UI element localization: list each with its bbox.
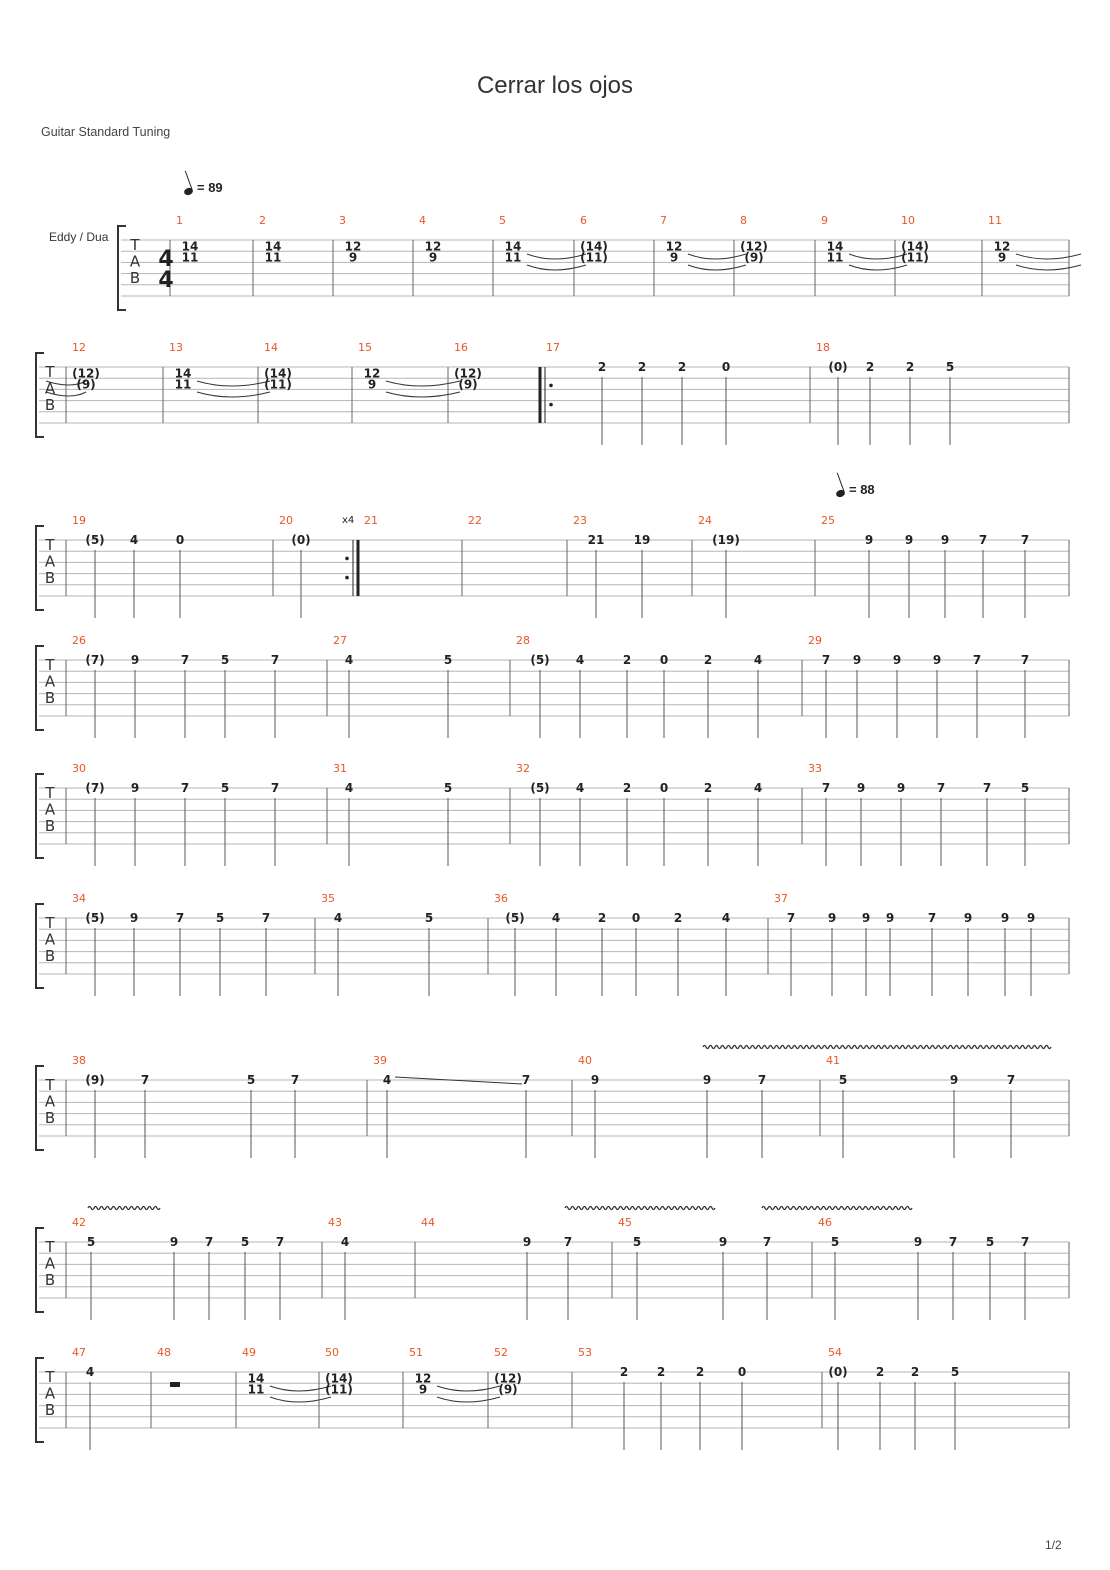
fret-number: 7 xyxy=(140,1073,150,1087)
fret-number: 5 xyxy=(1020,781,1030,795)
fret-number: 0 xyxy=(721,360,731,374)
fret-number: 2 xyxy=(703,653,713,667)
measure-number: 7 xyxy=(660,214,667,227)
fret-number: (14) xyxy=(580,239,608,254)
fret-number: 9 xyxy=(130,781,140,795)
fret-number: 19 xyxy=(633,533,651,547)
fret-number: 11 xyxy=(181,250,199,265)
fret-number: 14 xyxy=(247,1371,265,1386)
measure-number: 53 xyxy=(578,1346,592,1359)
measure-number: 35 xyxy=(321,892,335,905)
fret-number: 7 xyxy=(1020,653,1030,667)
fret-number: 9 xyxy=(428,250,438,265)
measure-number: 52 xyxy=(494,1346,508,1359)
measure-number: 36 xyxy=(494,892,508,905)
fret-number: 7 xyxy=(948,1235,958,1249)
measure-number: 18 xyxy=(816,341,830,354)
measure-number: 47 xyxy=(72,1346,86,1359)
fret-number: (14) xyxy=(325,1371,353,1386)
fret-number: 5 xyxy=(838,1073,848,1087)
system-bracket xyxy=(36,1228,44,1312)
fret-number: 9 xyxy=(885,911,895,925)
fret-number: 4 xyxy=(340,1235,350,1249)
fret-number: 2 xyxy=(695,1365,705,1379)
fret-number: 4 xyxy=(575,653,585,667)
fret-number: 11 xyxy=(826,250,844,265)
vibrato-line xyxy=(88,1207,160,1210)
fret-number: 7 xyxy=(204,1235,214,1249)
tab-letter: T xyxy=(130,236,140,254)
fret-number: 4 xyxy=(333,911,343,925)
tie-arc xyxy=(386,381,460,386)
measure-number: 10 xyxy=(901,214,915,227)
tab-letter: B xyxy=(129,269,141,287)
fret-number: 7 xyxy=(261,911,271,925)
fret-number: 0 xyxy=(659,653,669,667)
fret-number: 4 xyxy=(382,1073,392,1087)
fret-number: 0 xyxy=(175,533,185,547)
fret-number: 5 xyxy=(215,911,225,925)
system-bracket xyxy=(36,904,44,988)
fret-number: 5 xyxy=(240,1235,250,1249)
measure-number: 4 xyxy=(419,214,426,227)
fret-number: 9 xyxy=(522,1235,532,1249)
fret-number: 4 xyxy=(344,653,354,667)
fret-number: 12 xyxy=(344,239,362,254)
tab-letter: T xyxy=(45,914,55,932)
fret-number: 7 xyxy=(982,781,992,795)
repeat-dot xyxy=(549,384,553,388)
fret-number: 9 xyxy=(856,781,866,795)
tab-letter: A xyxy=(129,252,141,271)
measure-number: 34 xyxy=(72,892,86,905)
fret-number: 5 xyxy=(220,653,230,667)
track-label: Eddy / Dua xyxy=(49,230,109,244)
fret-number: 7 xyxy=(978,533,988,547)
repeat-dot xyxy=(549,403,553,407)
fret-number: (0) xyxy=(828,1365,848,1379)
tie-arc xyxy=(270,1386,331,1391)
tie-arc xyxy=(688,254,746,259)
tie-arc xyxy=(849,265,907,270)
fret-number: 5 xyxy=(424,911,434,925)
fret-number: 9 xyxy=(940,533,950,547)
fret-number: 9 xyxy=(367,377,377,392)
measure-number: 33 xyxy=(808,762,822,775)
system-bracket xyxy=(36,1066,44,1150)
tie-arc xyxy=(197,381,270,386)
fret-number: 7 xyxy=(270,781,280,795)
tie-arc xyxy=(437,1386,500,1391)
fret-number: 9 xyxy=(702,1073,712,1087)
fret-number: 5 xyxy=(220,781,230,795)
system-bracket xyxy=(36,526,44,610)
tab-letter: B xyxy=(44,1271,56,1289)
fret-number: 7 xyxy=(927,911,937,925)
repeat-dot xyxy=(345,576,349,580)
tab-letter: B xyxy=(44,396,56,414)
measure-number: 3 xyxy=(339,214,346,227)
fret-number: 2 xyxy=(865,360,875,374)
vibrato-line xyxy=(762,1207,912,1210)
measure-number: 42 xyxy=(72,1216,86,1229)
fret-number: 7 xyxy=(1006,1073,1016,1087)
measure-number: 8 xyxy=(740,214,747,227)
tempo-value: = 89 xyxy=(197,180,223,195)
fret-number: 7 xyxy=(563,1235,573,1249)
fret-number: 14 xyxy=(264,239,282,254)
fret-number: (11) xyxy=(901,250,929,265)
measure-number: 22 xyxy=(468,514,482,527)
fret-number: 9 xyxy=(864,533,874,547)
fret-number: 2 xyxy=(677,360,687,374)
fret-number: 9 xyxy=(949,1073,959,1087)
fret-number: 9 xyxy=(963,911,973,925)
fret-number: (19) xyxy=(712,533,740,547)
fret-number: 11 xyxy=(264,250,282,265)
measure-number: 48 xyxy=(157,1346,171,1359)
fret-number: 9 xyxy=(348,250,358,265)
time-signature-bottom: 4 xyxy=(158,268,174,293)
fret-number: 9 xyxy=(913,1235,923,1249)
fret-number: (5) xyxy=(530,781,550,795)
tab-letter: A xyxy=(44,379,56,398)
fret-number: 4 xyxy=(575,781,585,795)
fret-number: 0 xyxy=(659,781,669,795)
measure-number: 40 xyxy=(578,1054,592,1067)
measure-number: 6 xyxy=(580,214,587,227)
fret-number: (14) xyxy=(901,239,929,254)
fret-number: 4 xyxy=(85,1365,95,1379)
fret-number: 9 xyxy=(590,1073,600,1087)
measure-number: 27 xyxy=(333,634,347,647)
fret-number: 7 xyxy=(972,653,982,667)
fret-number: 7 xyxy=(1020,533,1030,547)
tab-letter: B xyxy=(44,569,56,587)
fret-number: 7 xyxy=(180,653,190,667)
tab-letter: A xyxy=(44,552,56,571)
measure-number: 44 xyxy=(421,1216,435,1229)
staff-system xyxy=(36,526,1069,618)
measure-number: 46 xyxy=(818,1216,832,1229)
repeat-count: x4 xyxy=(342,515,355,526)
fret-number: 7 xyxy=(936,781,946,795)
tab-letter: T xyxy=(45,784,55,802)
tab-letter: T xyxy=(45,1076,55,1094)
fret-number: (12) xyxy=(72,366,100,381)
fret-number: 2 xyxy=(910,1365,920,1379)
fret-number: 5 xyxy=(950,1365,960,1379)
fret-number: 2 xyxy=(637,360,647,374)
system-bracket xyxy=(36,1358,44,1442)
fret-number: 14 xyxy=(174,366,192,381)
fret-number: 9 xyxy=(904,533,914,547)
fret-number: 11 xyxy=(247,1382,265,1397)
tempo-value: = 88 xyxy=(849,482,875,497)
fret-number: 2 xyxy=(619,1365,629,1379)
fret-number: 14 xyxy=(504,239,522,254)
fret-number: 9 xyxy=(896,781,906,795)
measure-number: 25 xyxy=(821,514,835,527)
fret-number: 7 xyxy=(821,781,831,795)
fret-number: 5 xyxy=(632,1235,642,1249)
tab-letter: A xyxy=(44,930,56,949)
fret-number: (5) xyxy=(85,911,105,925)
fret-number: 5 xyxy=(86,1235,96,1249)
fret-number: (0) xyxy=(291,533,311,547)
measure-number: 41 xyxy=(826,1054,840,1067)
vibrato-line xyxy=(565,1207,715,1210)
tab-letter: T xyxy=(45,536,55,554)
measure-number: 38 xyxy=(72,1054,86,1067)
measure-number: 2 xyxy=(259,214,266,227)
fret-number: (11) xyxy=(325,1382,353,1397)
fret-number: 14 xyxy=(181,239,199,254)
measure-number: 11 xyxy=(988,214,1002,227)
fret-number: (9) xyxy=(76,377,96,392)
fret-number: 9 xyxy=(130,653,140,667)
fret-number: 12 xyxy=(414,1371,432,1386)
tab-letter: T xyxy=(45,656,55,674)
fret-number: 4 xyxy=(721,911,731,925)
system-bracket xyxy=(118,226,126,310)
measure-number: 49 xyxy=(242,1346,256,1359)
fret-number: 11 xyxy=(174,377,192,392)
fret-number: 7 xyxy=(786,911,796,925)
fret-number: (9) xyxy=(744,250,764,265)
measure-number: 24 xyxy=(698,514,712,527)
measure-number: 12 xyxy=(72,341,86,354)
fret-number: 0 xyxy=(737,1365,747,1379)
fret-number: (5) xyxy=(530,653,550,667)
fret-number: 4 xyxy=(551,911,561,925)
fret-number: 9 xyxy=(892,653,902,667)
measure-number: 30 xyxy=(72,762,86,775)
fret-number: 11 xyxy=(504,250,522,265)
fret-number: (12) xyxy=(454,366,482,381)
tab-letter: T xyxy=(45,363,55,381)
tie-arc xyxy=(386,392,460,397)
fret-number: 12 xyxy=(993,239,1011,254)
measure-number: 1 xyxy=(176,214,183,227)
system-bracket xyxy=(36,774,44,858)
fret-number: (5) xyxy=(85,533,105,547)
tie-arc xyxy=(1016,254,1081,259)
tie-arc xyxy=(1016,265,1081,270)
fret-number: (5) xyxy=(505,911,525,925)
fret-number: 7 xyxy=(180,781,190,795)
fret-number: 9 xyxy=(718,1235,728,1249)
fret-number: 2 xyxy=(622,781,632,795)
tie-arc xyxy=(197,392,270,397)
tab-letter: T xyxy=(45,1368,55,1386)
tab-letter: B xyxy=(44,1109,56,1127)
measure-number: 16 xyxy=(454,341,468,354)
tab-letter: A xyxy=(44,1384,56,1403)
fret-number: 7 xyxy=(762,1235,772,1249)
measure-number: 5 xyxy=(499,214,506,227)
vibrato-line xyxy=(703,1046,1051,1049)
fret-number: 5 xyxy=(945,360,955,374)
fret-number: (12) xyxy=(740,239,768,254)
fret-number: (7) xyxy=(85,653,105,667)
measure-number: 51 xyxy=(409,1346,423,1359)
tab-letter: T xyxy=(45,1238,55,1256)
measure-number: 13 xyxy=(169,341,183,354)
fret-number: (14) xyxy=(264,366,292,381)
fret-number: 21 xyxy=(587,533,605,547)
fret-number: 5 xyxy=(830,1235,840,1249)
fret-number: (0) xyxy=(828,360,848,374)
fret-number: 7 xyxy=(821,653,831,667)
tie-arc xyxy=(688,265,746,270)
fret-number: 7 xyxy=(275,1235,285,1249)
fret-number: 7 xyxy=(757,1073,767,1087)
measure-number: 23 xyxy=(573,514,587,527)
measure-number: 54 xyxy=(828,1346,842,1359)
fret-number: 7 xyxy=(521,1073,531,1087)
tab-letter: B xyxy=(44,947,56,965)
fret-number: (9) xyxy=(458,377,478,392)
tab-letter: B xyxy=(44,817,56,835)
page-number: 1/2 xyxy=(1045,1538,1062,1552)
fret-number: (11) xyxy=(264,377,292,392)
fret-number: 12 xyxy=(665,239,683,254)
measure-number: 37 xyxy=(774,892,788,905)
tie-arc xyxy=(270,1397,331,1402)
fret-number: 4 xyxy=(344,781,354,795)
fret-number: 5 xyxy=(985,1235,995,1249)
measure-number: 14 xyxy=(264,341,278,354)
fret-number: 2 xyxy=(597,360,607,374)
fret-number: (9) xyxy=(498,1382,518,1397)
measure-number: 31 xyxy=(333,762,347,775)
fret-number: 9 xyxy=(418,1382,428,1397)
fret-number: 9 xyxy=(827,911,837,925)
tie-arc xyxy=(849,254,907,259)
system-bracket xyxy=(36,646,44,730)
fret-number: (12) xyxy=(494,1371,522,1386)
fret-number: 7 xyxy=(1020,1235,1030,1249)
tuning-label: Guitar Standard Tuning xyxy=(41,125,171,139)
measure-number: 9 xyxy=(821,214,828,227)
tab-letter: A xyxy=(44,800,56,819)
fret-number: (9) xyxy=(85,1073,105,1087)
fret-number: 9 xyxy=(1000,911,1010,925)
tie-arc xyxy=(527,265,586,270)
measure-number: 17 xyxy=(546,341,560,354)
staff-system xyxy=(36,646,1069,738)
fret-number: 7 xyxy=(270,653,280,667)
system-bracket xyxy=(36,353,44,437)
fret-number: 9 xyxy=(129,911,139,925)
fret-number: 0 xyxy=(631,911,641,925)
measure-number: 28 xyxy=(516,634,530,647)
fret-number: 9 xyxy=(852,653,862,667)
tab-letter: A xyxy=(44,1254,56,1273)
fret-number: 2 xyxy=(622,653,632,667)
tie-arc xyxy=(437,1397,500,1402)
fret-number: 2 xyxy=(656,1365,666,1379)
fret-number: 9 xyxy=(932,653,942,667)
fret-number: 4 xyxy=(753,781,763,795)
measure-number: 32 xyxy=(516,762,530,775)
fret-number: 9 xyxy=(669,250,679,265)
fret-number: 2 xyxy=(703,781,713,795)
tab-letter: A xyxy=(44,1092,56,1111)
fret-number: 9 xyxy=(1026,911,1036,925)
fret-number: 2 xyxy=(905,360,915,374)
measure-number: 29 xyxy=(808,634,822,647)
tab-letter: B xyxy=(44,1401,56,1419)
whole-rest xyxy=(170,1382,180,1387)
staff-system xyxy=(36,1066,1069,1158)
fret-number: 2 xyxy=(597,911,607,925)
fret-number: 9 xyxy=(861,911,871,925)
tab-letter: A xyxy=(44,672,56,691)
measure-number: 21 xyxy=(364,514,378,527)
fret-number: (11) xyxy=(580,250,608,265)
fret-number: 5 xyxy=(443,781,453,795)
measure-number: 43 xyxy=(328,1216,342,1229)
measure-number: 45 xyxy=(618,1216,632,1229)
fret-number: 9 xyxy=(997,250,1007,265)
song-title: Cerrar los ojos xyxy=(476,72,634,99)
fret-number: 9 xyxy=(169,1235,179,1249)
fret-number: 4 xyxy=(129,533,139,547)
fret-number: 4 xyxy=(753,653,763,667)
measure-number: 19 xyxy=(72,514,86,527)
fret-number: 5 xyxy=(443,653,453,667)
measure-number: 39 xyxy=(373,1054,387,1067)
fret-number: 7 xyxy=(175,911,185,925)
fret-number: 12 xyxy=(424,239,442,254)
tab-letter: B xyxy=(44,689,56,707)
measure-number: 50 xyxy=(325,1346,339,1359)
time-signature-top: 4 xyxy=(158,247,174,272)
fret-number: 2 xyxy=(875,1365,885,1379)
fret-number: 12 xyxy=(363,366,381,381)
fret-number: 14 xyxy=(826,239,844,254)
fret-number: 2 xyxy=(673,911,683,925)
measure-number: 15 xyxy=(358,341,372,354)
measure-number: 20 xyxy=(279,514,293,527)
repeat-dot xyxy=(345,557,349,561)
staff-system xyxy=(36,774,1069,866)
measure-number: 26 xyxy=(72,634,86,647)
fret-number: 7 xyxy=(290,1073,300,1087)
tie-arc xyxy=(527,254,586,259)
fret-number: (7) xyxy=(85,781,105,795)
fret-number: 5 xyxy=(246,1073,256,1087)
